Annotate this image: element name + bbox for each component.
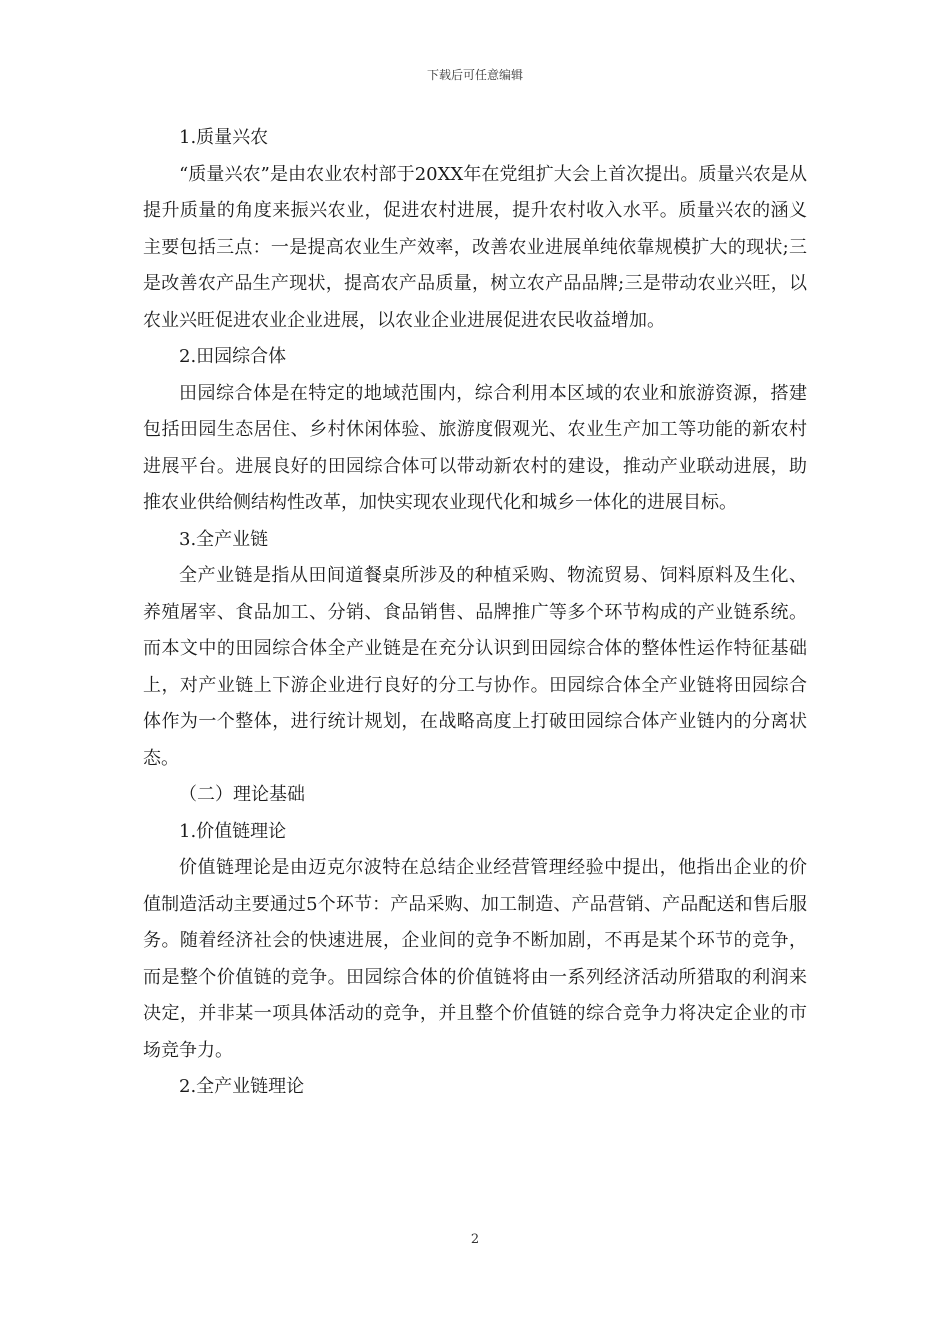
section-heading-full-chain-theory: 2.全产业链理论 bbox=[179, 1076, 305, 1097]
paragraph-quality-agriculture: “质量兴农”是由农业农村部于20XX年在党组扩大会上首次提出。质量兴农是从提升质量的角度来振兴农业，促进农村进展，提升农村收入水平。质量兴农的涵义主要包括三点：一是提高农业生产效率，改善农业进展单纯依靠规模扩大的现状;三是改善农产品生产现状，提高农产品质量，树立农产品品牌;三是带动农业兴旺，以农业兴旺促进农业企业进展，以农业企业进展促进农民收益增加。 bbox=[143, 163, 807, 331]
paragraph-full-industry-chain: 全产业链是指从田间道餐桌所涉及的种植采购、物流贸易、饲料原料及生化、养殖屠宰、食品加工、分销、食品销售、品牌推广等多个环节构成的产业链系统。而本文中的田园综合体全产业链是在充分认识到田园综合体的整体性运作特征基础上，对产业链上下游企业进行良好的分工与协作。田园综合体全产业链将田园综合体作为一个整体，进行统计规划，在战略高度上打破田园综合体产业链内的分离状态。 bbox=[143, 565, 807, 769]
section-heading-full-industry-chain: 3.全产业链 bbox=[179, 528, 269, 550]
section-heading-theory-basis: （二）理论基础 bbox=[179, 784, 305, 805]
document-body bbox=[143, 120, 807, 1106]
section-heading-quality-agriculture: 1.质量兴农 bbox=[179, 127, 269, 148]
paragraph-value-chain-theory: 价值链理论是由迈克尔波特在总结企业经营管理经验中提出，他指出企业的价值制造活动主要通过5个环节：产品采购、加工制造、产品营销、产品配送和售后服务。随着经济社会的快速进展，企业间的竞争不断加剧，不再是某个环节的竞争，而是整个价值链的竞争。田园综合体的价值链将由一系列经济活动所猎取的利润来决定，并非某一项具体活动的竞争，并且整个价值链的综合竞争力将决定企业的市场竞争力。 bbox=[143, 857, 807, 1061]
paragraph-rural-complex: 田园综合体是在特定的地域范围内，综合利用本区域的农业和旅游资源，搭建包括田园生态居住、乡村休闲体验、旅游度假观光、农业生产加工等功能的新农村进展平台。进展良好的田园综合体可以带动新农村的建设，推动产业联动进展，助推农业供给侧结构性改革，加快实现农业现代化和城乡一体化的进展目标。 bbox=[143, 382, 807, 513]
section-heading-rural-complex: 2.田园综合体 bbox=[179, 346, 287, 367]
page-header: 下载后可任意编辑 bbox=[426, 68, 523, 82]
section-heading-value-chain-theory: 1.价值链理论 bbox=[179, 820, 287, 842]
page-number: 2 bbox=[470, 1232, 480, 1247]
